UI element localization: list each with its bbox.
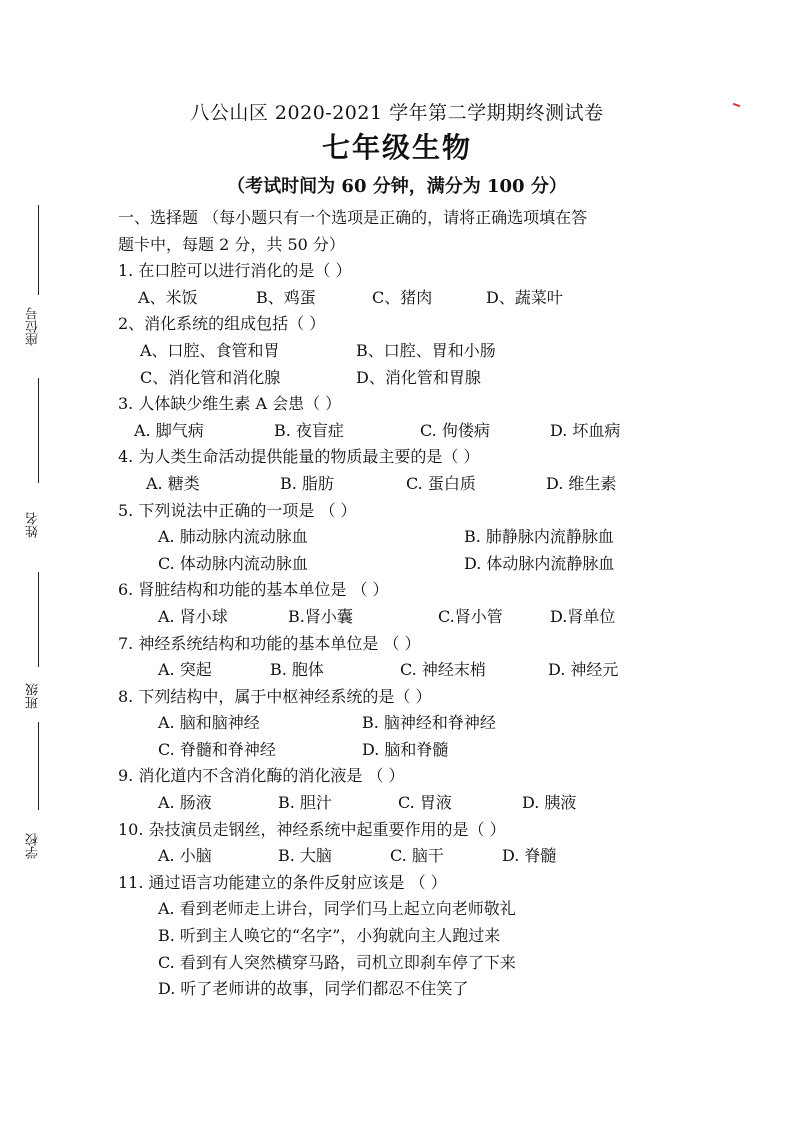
answer-option: D. 胰液 bbox=[522, 793, 577, 813]
question-stem: 10. 杂技演员走钢丝，神经系统中起重要作用的是（ ） bbox=[118, 819, 506, 839]
answer-option: C. 脑干 bbox=[390, 846, 444, 866]
answer-option: B、口腔、胃和小肠 bbox=[356, 340, 496, 360]
answer-option: B. 大脑 bbox=[278, 846, 332, 866]
answer-option: B. 胞体 bbox=[270, 660, 324, 680]
option-row bbox=[118, 790, 698, 817]
exam-title: 七年级生物 bbox=[321, 131, 472, 164]
option-row bbox=[118, 604, 698, 631]
answer-option: D. 体动脉内流静脉血 bbox=[464, 553, 615, 573]
answer-option: A. 肺动脉内流动脉血 bbox=[158, 527, 308, 547]
option-row bbox=[118, 737, 698, 764]
answer-option: A. 看到老师走上讲台，同学们马上起立向老师敬礼 bbox=[158, 899, 516, 919]
question-stem: 3. 人体缺少维生素 A 会患（ ） bbox=[118, 394, 342, 414]
option-row bbox=[118, 471, 698, 498]
answer-option: B. 听到主人唤它的“名字”，小狗就向主人跑过来 bbox=[158, 926, 501, 946]
binding-line bbox=[38, 572, 39, 667]
answer-option: A. 肠液 bbox=[158, 793, 212, 813]
answer-option: D、消化管和胃腺 bbox=[356, 367, 481, 387]
question-list bbox=[118, 258, 698, 1003]
answer-option: B. 肺静脉内流静脉血 bbox=[464, 527, 614, 547]
option-row bbox=[118, 285, 698, 312]
answer-option: B. 脑神经和脊神经 bbox=[362, 713, 496, 733]
seat-number-label: 座位号 bbox=[26, 307, 41, 347]
answer-option: D. 脊髓 bbox=[502, 846, 557, 866]
question-area bbox=[118, 205, 698, 1003]
question-stem: 6. 肾脏结构和功能的基本单位是 （ ） bbox=[118, 580, 389, 600]
binding-strip bbox=[0, 0, 70, 1123]
answer-option: A、米饭 bbox=[138, 287, 198, 307]
option-row bbox=[118, 923, 698, 950]
option-row bbox=[118, 976, 698, 1003]
answer-option: A. 肾小球 bbox=[158, 606, 228, 626]
question-stem: 5. 下列说法中正确的一项是 （ ） bbox=[118, 500, 357, 520]
option-row bbox=[118, 657, 698, 684]
binding-line bbox=[38, 205, 39, 295]
answer-option: A、口腔、食管和胃 bbox=[140, 340, 280, 360]
school-label: 学校 bbox=[26, 833, 41, 859]
answer-option: C. 胃液 bbox=[398, 793, 452, 813]
answer-option: B.肾小囊 bbox=[288, 606, 353, 626]
answer-option: A. 突起 bbox=[158, 660, 212, 680]
answer-option: C. 看到有人突然横穿马路，司机立即刹车停了下来 bbox=[158, 952, 516, 972]
option-row bbox=[118, 338, 698, 365]
question-stem: 4. 为人类生命活动提供能量的物质最主要的是（ ） bbox=[118, 447, 480, 467]
question-stem: 11. 通过语言功能建立的条件反射应该是 （ ） bbox=[118, 872, 447, 892]
question-stem: 9. 消化道内不含消化酶的消化液是 （ ） bbox=[118, 766, 405, 786]
option-row bbox=[118, 551, 698, 578]
answer-option: B. 胆汁 bbox=[278, 793, 332, 813]
answer-option: D. 维生素 bbox=[546, 473, 617, 493]
option-row bbox=[118, 524, 698, 551]
answer-option: A. 小脑 bbox=[158, 846, 212, 866]
exam-header: 八公山区 2020-2021 学年第二学期期终测试卷 bbox=[190, 102, 604, 124]
binding-line bbox=[38, 722, 39, 810]
name-label: 姓名 bbox=[26, 512, 41, 538]
answer-option: B. 夜盲症 bbox=[274, 420, 344, 440]
answer-option: C. 蛋白质 bbox=[406, 473, 476, 493]
answer-option: C. 佝偻病 bbox=[420, 420, 490, 440]
answer-option: A. 糖类 bbox=[146, 473, 200, 493]
binding-line bbox=[38, 378, 39, 483]
question-stem: 1. 在口腔可以进行消化的是（ ） bbox=[118, 261, 352, 281]
option-row bbox=[118, 418, 698, 445]
answer-option: D. 神经元 bbox=[548, 660, 619, 680]
answer-option: C. 神经末梢 bbox=[400, 660, 486, 680]
answer-option: A. 脑和脑神经 bbox=[158, 713, 260, 733]
answer-option: C、猪肉 bbox=[372, 287, 433, 307]
option-row bbox=[118, 365, 698, 392]
question-stem: 7. 神经系统结构和功能的基本单位是 （ ） bbox=[118, 633, 421, 653]
option-row bbox=[118, 896, 698, 923]
question-stem: 8. 下列结构中，属于中枢神经系统的是（ ） bbox=[118, 686, 432, 706]
question-stem: 2、消化系统的组成包括（ ） bbox=[118, 314, 326, 334]
answer-option: C.肾小管 bbox=[438, 606, 503, 626]
section-heading-cont: 题卡中，每题 2 分，共 50 分） bbox=[118, 234, 345, 254]
answer-option: A. 脚气病 bbox=[134, 420, 204, 440]
answer-option: D. 坏血病 bbox=[550, 420, 621, 440]
class-label: 班级 bbox=[26, 683, 41, 709]
option-row bbox=[118, 710, 698, 737]
option-row bbox=[118, 843, 698, 870]
answer-option: B、鸡蛋 bbox=[256, 287, 316, 307]
answer-option: C、消化管和消化腺 bbox=[140, 367, 281, 387]
exam-note: （考试时间为 60 分钟，满分为 100 分） bbox=[227, 176, 567, 197]
answer-option: D. 脑和脊髓 bbox=[362, 739, 449, 759]
answer-option: D. 听了老师讲的故事，同学们都忍不住笑了 bbox=[158, 979, 469, 999]
answer-option: D.肾单位 bbox=[550, 606, 616, 626]
option-row bbox=[118, 950, 698, 977]
answer-option: C. 脊髓和脊神经 bbox=[158, 739, 276, 759]
answer-option: C. 体动脉内流动脉血 bbox=[158, 553, 308, 573]
section-heading: 一、选择题 （每小题只有一个选项是正确的，请将正确选项填在答 bbox=[118, 208, 588, 227]
answer-option: D、蔬菜叶 bbox=[486, 287, 563, 307]
answer-option: B. 脂肪 bbox=[280, 473, 334, 493]
